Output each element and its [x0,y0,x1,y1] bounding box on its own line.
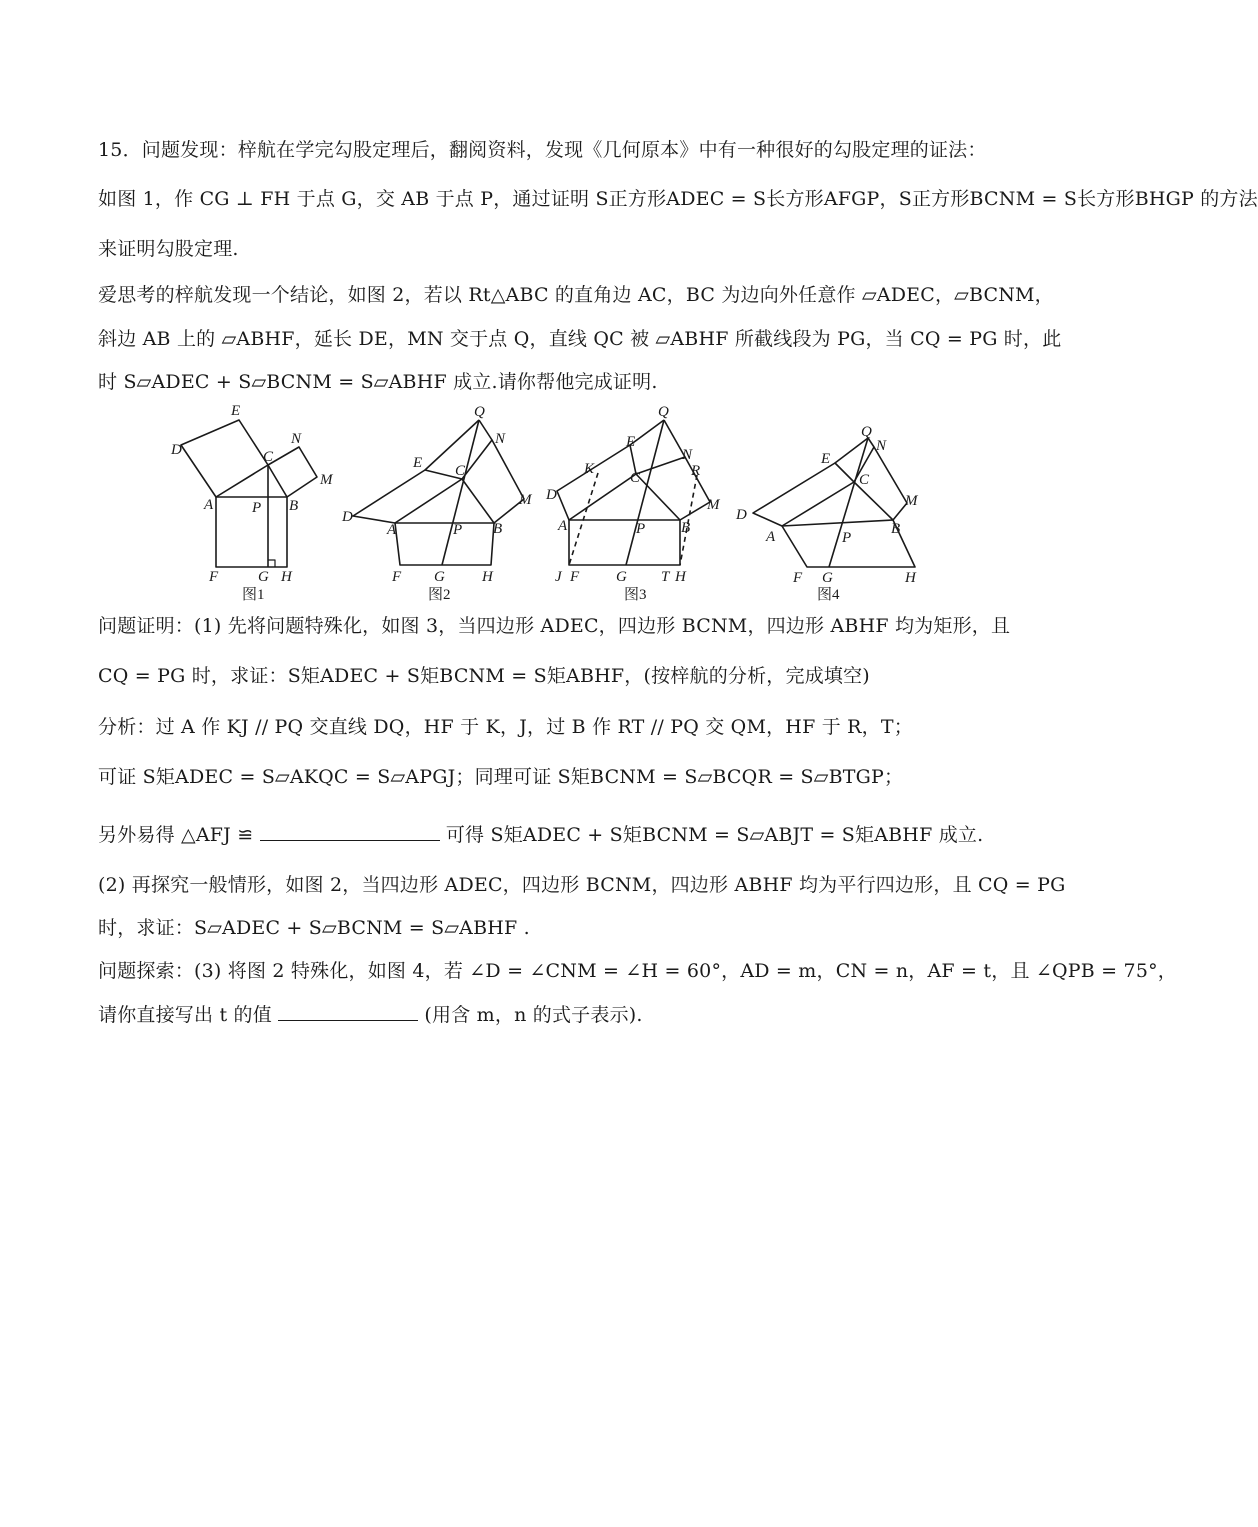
figure-4 [753,438,915,567]
part2-statement-line-1: (2) 再探究一般情形，如图 2，当四边形 ADEC，四边形 BCNM，四边形 ABHF 均为平行四边形，且 CQ = PG [98,874,1066,896]
fig3-label-E: E [626,434,636,450]
conjecture-line-1: 爱思考的梓航发现一个结论，如图 2，若以 Rt△ABC 的直角边 AC，BC 为边向外任意作 ▱ADEC，▱BCNM， [98,284,1054,306]
fig1-label-A: A [204,497,214,513]
part1-statement-line-1: 问题证明：(1) 先将问题特殊化，如图 3，当四边形 ADEC，四边形 BCNM，四边形 ABHF 均为矩形，且 [98,615,1011,637]
fig3-label-M: M [707,497,720,513]
fig2-caption: 图2 [428,587,451,603]
fig1-label-N: N [291,431,302,447]
congruence-suffix: 可得 S矩ADEC + S矩BCNM = S▱ABJT = S矩ABHF 成立. [445,824,984,846]
fig4-caption: 图4 [817,587,840,603]
fig3-label-F: F [570,569,580,585]
part3-statement-line-2 [98,1001,643,1029]
part2-statement-line-2: 时，求证：S▱ADEC + S▱BCNM = S▱ABHF . [98,917,530,939]
fig4-label-P: P [842,530,852,546]
fig1-caption: 图1 [242,587,265,603]
fig3-label-K: K [584,461,595,477]
fig1-label-C: C [263,449,274,465]
fig3-label-H: H [675,569,686,585]
fig4-label-Q: Q [861,424,872,440]
part3-statement-line-1: 问题探索：(3) 将图 2 特殊化，如图 4，若 ∠D = ∠CNM = ∠H = 60°，AD = m，CN = n，AF = t，且 ∠QPB = 75°， [98,960,1178,982]
fig2-label-H: H [482,569,493,585]
fig3-label-B: B [681,520,691,536]
fig4-label-C: C [859,472,870,488]
fig3-label-G: G [616,569,627,585]
figures-panel [160,400,940,605]
fig2-label-P: P [453,522,463,538]
fig1-label-G: G [258,569,269,585]
fig3-label-A: A [558,518,568,534]
part3-prompt: 请你直接写出 t 的值 [98,1004,272,1026]
fig1-label-H: H [281,569,292,585]
fig4-label-G: G [822,570,833,586]
fig1-label-F: F [209,569,219,585]
fig2-label-G: G [434,569,445,585]
fig4-label-M: M [905,493,918,509]
conjecture-line-3: 时 S▱ADEC + S▱BCNM = S▱ABHF 成立.请你帮他完成证明. [98,371,658,393]
fig1-label-B: B [289,498,299,514]
fig1-label-P: P [252,500,262,516]
fig4-label-B: B [891,521,901,537]
fig2-label-C: C [455,463,466,479]
fig2-label-F: F [392,569,402,585]
fig1-label-M: M [320,472,333,488]
fig4-label-A: A [766,529,776,545]
fig3-label-N: N [682,447,693,463]
part1-congruence-line [98,821,983,849]
fig2-label-A: A [387,522,397,538]
problem-conclusion-line: 来证明勾股定理. [98,238,239,260]
fig3-label-P: P [636,521,646,537]
fig2-label-D: D [342,509,353,525]
problem-figure1-line: 如图 1，作 CG ⊥ FH 于点 G，交 AB 于点 P，通过证明 S正方形ADEC = S长方形AFGP，S正方形BCNM = S长方形BHGP 的方法 [98,188,1258,210]
fig3-label-T: T [661,569,670,585]
congruence-prefix: 另外易得 △AFJ ≌ [98,824,254,846]
fig2-label-E: E [413,455,423,471]
answer-blank-t-value[interactable] [278,1002,418,1021]
fig3-label-C: C [630,470,641,486]
fig4-label-H: H [905,570,916,586]
fig3-label-R: R [691,463,701,479]
fig1-label-D: D [171,442,182,458]
fig2-label-Q: Q [474,404,485,420]
fig3-caption: 图3 [624,587,647,603]
problem-intro-line: 15．问题发现：梓航在学完勾股定理后，翻阅资料，发现《几何原本》中有一种很好的勾股定理的证法： [98,139,987,161]
fig3-label-Q: Q [658,404,669,420]
answer-blank-congruent-triangle[interactable] [260,822,440,841]
fig2-label-B: B [493,521,503,537]
part1-proof-line: 可证 S矩ADEC = S▱AKQC = S▱APGJ；同理可证 S矩BCNM = S▱BCQR = S▱BTGP； [98,766,904,788]
fig3-label-D: D [546,487,557,503]
part1-analysis-line: 分析：过 A 作 KJ // PQ 交直线 DQ，HF 于 K，J，过 B 作 RT // PQ 交 QM，HF 于 R，T； [98,716,913,738]
fig4-label-N: N [876,438,887,454]
fig2-label-N: N [495,431,506,447]
fig2-label-M: M [519,492,532,508]
part3-hint: (用含 m，n 的式子表示). [424,1004,643,1026]
conjecture-line-2: 斜边 AB 上的 ▱ABHF，延长 DE，MN 交于点 Q，直线 QC 被 ▱ABHF 所截线段为 PG，当 CQ = PG 时，此 [98,328,1062,350]
part1-statement-line-2: CQ = PG 时，求证：S矩ADEC + S矩BCNM = S矩ABHF，(按梓航的分析，完成填空) [98,665,870,687]
fig4-label-D: D [736,507,747,523]
fig1-label-E: E [231,403,241,419]
fig4-label-F: F [793,570,803,586]
fig3-label-J: J [555,569,562,585]
fig4-label-E: E [821,451,831,467]
